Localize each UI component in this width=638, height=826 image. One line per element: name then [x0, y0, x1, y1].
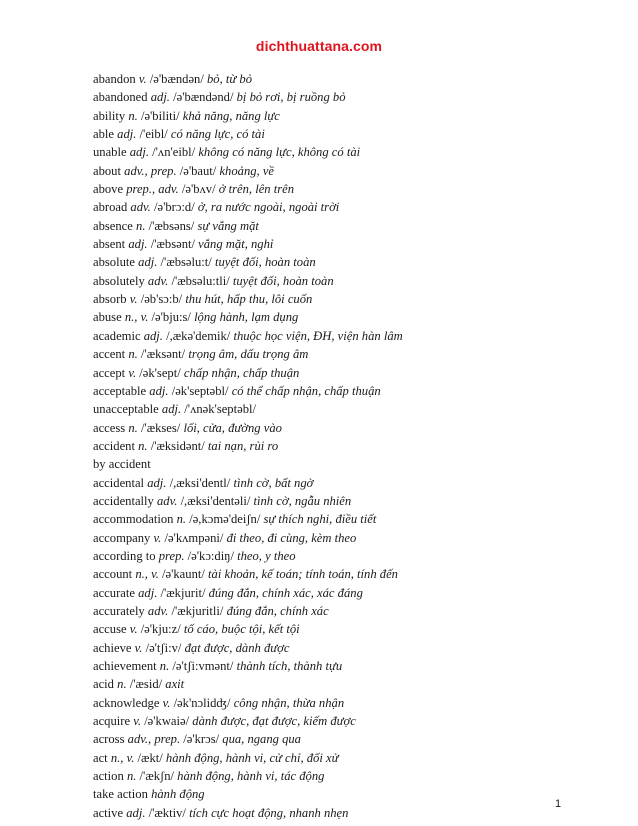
entry-meaning: axit [165, 677, 185, 692]
entry-word: above [93, 182, 124, 197]
entry-meaning: tuyệt đối, hoàn toàn [214, 255, 316, 270]
vocab-entry [93, 529, 613, 547]
entry-pos: n. [176, 512, 187, 527]
entry-meaning: tích cực hoạt động, nhanh nhẹn [189, 805, 349, 820]
entry-meaning: khả năng, năng lực [182, 108, 280, 123]
entry-meaning: đúng đắn, chính xác [226, 603, 329, 618]
entry-word: accent [93, 347, 126, 362]
entry-word: acquire [93, 714, 131, 729]
entry-word: by accident [93, 457, 151, 472]
entry-word: accurate [93, 585, 135, 600]
entry-pos: adj. [138, 255, 158, 270]
entry-pos: v. [129, 292, 138, 307]
entry-pos: n. [128, 347, 138, 362]
entry-ipa: /'eibl/ [139, 127, 168, 142]
entry-ipa: /'ækʃn/ [139, 769, 175, 784]
entry-ipa: /ə'kju:z/ [140, 622, 181, 637]
entry-word: unable [93, 145, 127, 160]
entry-word: accuse [93, 622, 127, 637]
entry-meaning: chấp nhận, chấp thuận [183, 365, 300, 380]
entry-pos: adj. [150, 90, 170, 105]
entry-ipa: /'æbsəlu:tli/ [171, 273, 230, 288]
vocab-entry [93, 198, 613, 216]
entry-pos: adv., prep. [124, 163, 177, 178]
entry-word: acknowledge [93, 695, 160, 710]
vocab-entry [93, 657, 613, 675]
site-header[interactable]: dichthuattana.com [255, 38, 383, 54]
entry-meaning: tai nạn, rủi ro [207, 438, 279, 453]
entry-meaning: vắng mặt, nghỉ [198, 237, 274, 252]
entry-ipa: /ə'krɔs/ [183, 732, 220, 747]
entry-ipa: /ə'tʃi:v/ [145, 640, 182, 655]
vocab-entry [93, 364, 613, 382]
entry-word: active [93, 805, 124, 820]
entry-ipa: /ə'brɔ:d/ [153, 200, 195, 215]
entry-ipa: /ə'baut/ [179, 163, 217, 178]
vocab-entry [93, 162, 613, 180]
entry-meaning: hành động, hành vi, cử chỉ, đối xử [165, 750, 339, 765]
vocab-entry [93, 639, 613, 657]
entry-pos: adv. [157, 493, 178, 508]
entry-ipa: /ək'sept/ [139, 365, 181, 380]
vocab-entry [93, 804, 613, 822]
entry-meaning: có năng lực, có tài [170, 127, 265, 142]
entry-pos: adj. [129, 145, 149, 160]
entry-meaning: dành được, đạt được, kiếm được [192, 714, 356, 729]
entry-word: accident [93, 438, 135, 453]
entry-pos: prep. [158, 548, 185, 563]
vocab-entry [93, 400, 613, 418]
vocab-entry [93, 327, 613, 345]
entry-meaning: khoảng, về [219, 163, 275, 178]
entry-pos: v. [133, 714, 142, 729]
entry-word: action [93, 769, 124, 784]
entry-pos: n. [159, 659, 170, 673]
entry-word: abandoned [93, 90, 148, 105]
vocab-entry [93, 143, 613, 161]
entry-ipa: /ækt/ [137, 750, 163, 765]
entry-ipa: /ə'tʃi:vmənt/ [172, 659, 234, 673]
entry-word: abuse [93, 310, 122, 325]
entry-meaning: thu hút, hấp thu, lôi cuốn [185, 292, 313, 307]
vocab-entry [93, 730, 613, 748]
entry-ipa: /ək'nɔlidʤ/ [173, 695, 231, 710]
vocab-entry [93, 253, 613, 271]
entry-word: accommodation [93, 512, 174, 527]
entry-pos: adv. [147, 273, 169, 288]
vocab-entry [93, 767, 613, 785]
entry-meaning: tuyệt đối, hoàn toàn [232, 273, 334, 288]
entry-word: access [93, 420, 126, 435]
vocab-entry [93, 217, 613, 235]
entry-pos: n. [128, 420, 138, 435]
entry-word: achieve [93, 640, 132, 655]
entry-pos: v. [153, 530, 162, 545]
entry-pos: adj. [161, 402, 182, 417]
entry-word: absent [93, 237, 126, 252]
entry-word: acceptable [93, 383, 147, 398]
entry-ipa: /əb'sɔ:b/ [140, 292, 183, 307]
entry-meaning: lộng hành, lạm dụng [194, 310, 299, 325]
entry-meaning: lối, cửa, đường vào [183, 420, 282, 435]
entry-word: act [93, 750, 108, 765]
entry-ipa: /ə'kaunt/ [162, 567, 205, 582]
entry-ipa: /'æksidənt/ [150, 438, 205, 453]
vocab-entry [93, 235, 613, 253]
entry-meaning: tình cờ, ngẫu nhiên [253, 493, 352, 508]
entry-word: ability [93, 108, 126, 123]
entry-pos: adj. [128, 237, 148, 252]
vocab-entry [93, 107, 613, 125]
entry-ipa: /'æsid/ [129, 677, 163, 692]
entry-ipa: /'æbsənt/ [150, 237, 196, 252]
entry-meaning: ở trên, lên trên [218, 182, 295, 197]
vocab-entry [93, 492, 613, 510]
entry-meaning: ở, ra nước ngoài, ngoài trời [197, 200, 340, 215]
entry-pos: prep., adv. [126, 182, 179, 197]
vocab-entry [93, 712, 613, 730]
entry-meaning: không có năng lực, không có tài [198, 145, 361, 160]
entry-pos: v. [134, 640, 143, 655]
entry-pos: n., v. [110, 750, 135, 765]
entry-ipa: /'ækses/ [140, 420, 181, 435]
vocabulary-list [93, 70, 613, 822]
vocab-entry [93, 125, 613, 143]
entry-word: unacceptable [93, 402, 159, 417]
entry-meaning: thành tích, thành tựu [236, 659, 343, 673]
entry-word: abandon [93, 72, 136, 86]
vocab-entry [93, 437, 613, 455]
entry-meaning: tình cờ, bất ngờ [233, 475, 314, 490]
entry-ipa: /ə'kʌmpəni/ [164, 530, 224, 545]
entry-word: accompany [93, 530, 151, 545]
vocab-entry [93, 785, 613, 803]
entry-ipa: /ə'bju:s/ [151, 310, 191, 325]
vocab-entry [93, 382, 613, 400]
entry-meaning: đúng đắn, chính xác, xác đáng [208, 585, 363, 600]
entry-pos: adv., prep. [127, 732, 181, 747]
vocab-entry [93, 345, 613, 363]
entry-ipa: /'ʌnək'septəbl/ [184, 402, 256, 417]
vocab-entry [93, 584, 613, 602]
entry-ipa: /ə'kɔ:diŋ/ [187, 548, 234, 563]
entry-word: accidental [93, 475, 145, 490]
entry-pos: n., v. [135, 567, 159, 582]
entry-pos: adj. [138, 585, 158, 600]
entry-word: take action [93, 787, 148, 802]
entry-word: able [93, 127, 114, 142]
vocab-entry [93, 694, 613, 712]
vocab-entry [93, 88, 613, 106]
entry-ipa: /'ʌn'eibl/ [152, 145, 196, 160]
entry-pos: adj. [126, 805, 146, 820]
entry-pos: adv. [147, 603, 169, 618]
vocab-entry [93, 70, 613, 88]
entry-ipa: /'ækjuritli/ [171, 603, 224, 618]
entry-word: accurately [93, 603, 145, 618]
entry-word: acid [93, 677, 114, 692]
vocab-entry [93, 180, 613, 198]
vocab-entry [93, 547, 613, 565]
entry-word: absolutely [93, 273, 145, 288]
vocab-entry [93, 474, 613, 492]
entry-ipa: /ə,kɔmə'deiʃn/ [189, 512, 261, 527]
entry-meaning: đạt được, dành được [184, 640, 290, 655]
entry-meaning: hành động [151, 787, 205, 802]
entry-pos: adj. [143, 328, 163, 343]
entry-pos: n. [117, 677, 127, 692]
entry-pos: n., v. [124, 310, 149, 325]
entry-pos: adj. [147, 475, 167, 490]
vocab-entry [93, 455, 613, 473]
vocab-entry [93, 675, 613, 693]
vocab-entry [93, 602, 613, 620]
vocab-entry [93, 272, 613, 290]
entry-meaning: qua, ngang qua [222, 732, 301, 747]
entry-pos: n. [138, 438, 148, 453]
entry-ipa: /,æksi'dentl/ [169, 475, 231, 490]
entry-word: absence [93, 218, 133, 233]
entry-meaning: hành động, hành vi, tác động [177, 769, 325, 784]
entry-ipa: /ə'bændənd/ [173, 90, 234, 105]
entry-word: according to [93, 548, 156, 563]
entry-meaning: thuộc học viện, ĐH, viện hàn lâm [233, 328, 403, 343]
entry-ipa: /,æksi'dentəli/ [180, 493, 251, 508]
vocab-entry [93, 308, 613, 326]
entry-pos: v. [162, 695, 171, 710]
entry-meaning: sự thích nghi, điều tiết [263, 512, 377, 527]
entry-word: absorb [93, 292, 127, 307]
entry-meaning: sự vắng mặt [197, 218, 259, 233]
vocab-entry [93, 419, 613, 437]
entry-word: about [93, 163, 121, 178]
page-number: 1 [555, 798, 562, 810]
entry-meaning: tố cáo, buộc tội, kết tội [183, 622, 300, 637]
entry-meaning: đi theo, đi cùng, kèm theo [226, 530, 357, 545]
entry-word: academic [93, 328, 141, 343]
entry-meaning: tài khoản, kế toán; tính toán, tính đến [208, 567, 398, 582]
entry-meaning: bị bỏ rơi, bị ruồng bỏ [236, 90, 346, 105]
entry-pos: adj. [149, 383, 169, 398]
entry-word: absolute [93, 255, 135, 270]
vocab-entry [93, 565, 613, 583]
entry-word: across [93, 732, 125, 747]
entry-pos: adj. [117, 127, 137, 142]
vocab-entry [93, 620, 613, 638]
entry-ipa: /'æbsəns/ [148, 218, 195, 233]
entry-meaning: có thể chấp nhận, chấp thuận [231, 383, 381, 398]
entry-ipa: /ə'bʌv/ [181, 182, 216, 197]
vocab-entry [93, 749, 613, 767]
entry-pos: v. [138, 72, 147, 86]
entry-ipa: /'æbsəlu:t/ [160, 255, 212, 270]
entry-ipa: /,ækə'demik/ [166, 328, 231, 343]
entry-meaning: theo, y theo [237, 548, 296, 563]
entry-meaning: trọng âm, dấu trọng âm [188, 347, 309, 362]
entry-meaning: công nhận, thừa nhận [233, 695, 345, 710]
entry-word: abroad [93, 200, 128, 215]
entry-word: accidentally [93, 493, 154, 508]
entry-word: accept [93, 365, 126, 380]
entry-ipa: /ə'biliti/ [140, 108, 180, 123]
entry-pos: n. [126, 769, 137, 784]
entry-word: achievement [93, 659, 157, 673]
entry-ipa: /'æksənt/ [140, 347, 186, 362]
entry-ipa: /ə'kwaiə/ [144, 714, 190, 729]
entry-ipa: /'æktiv/ [148, 805, 186, 820]
entry-pos: v. [129, 622, 138, 637]
entry-pos: n. [128, 108, 138, 123]
vocab-entry [93, 290, 613, 308]
entry-pos: v. [128, 365, 137, 380]
entry-word: account [93, 567, 133, 582]
entry-ipa: /ək'septəbl/ [171, 383, 229, 398]
entry-pos: n. [136, 218, 146, 233]
entry-ipa: /ə'bændən/ [149, 72, 204, 86]
entry-ipa: /'ækjurit/ [160, 585, 206, 600]
vocab-entry [93, 510, 613, 528]
entry-meaning: bỏ, từ bỏ [207, 72, 253, 86]
entry-pos: adv. [130, 200, 151, 215]
